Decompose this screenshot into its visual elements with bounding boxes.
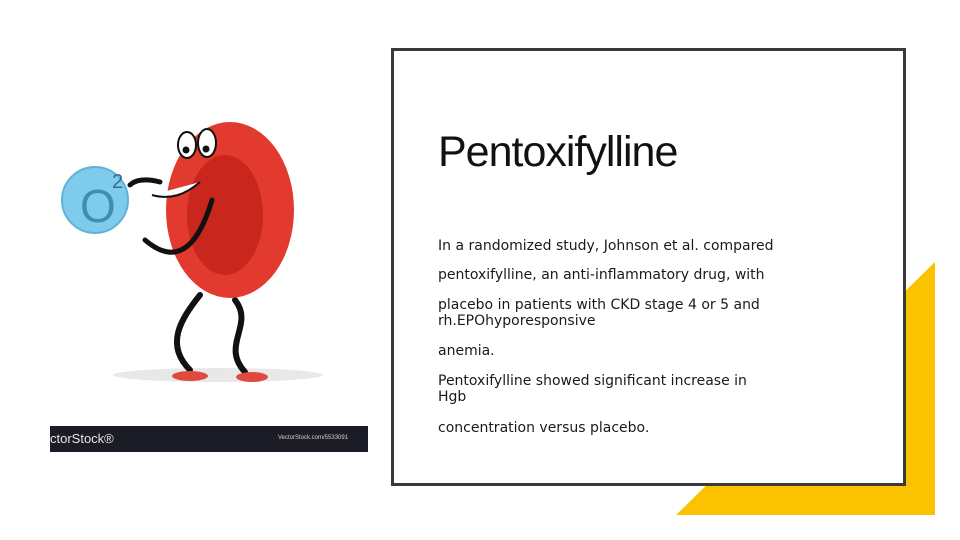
red-blood-cell-illustration — [50, 100, 370, 390]
left-pupil — [183, 147, 190, 154]
right-eye — [198, 129, 216, 157]
left-shoe — [172, 371, 208, 381]
paragraph-2: pentoxifylline, an anti-inflammatory drug, with — [438, 267, 765, 283]
slide-title: Pentoxifylline — [438, 128, 678, 176]
right-pupil — [203, 146, 210, 153]
right-leg — [235, 300, 245, 372]
watermark-brand: ctorStock® — [50, 431, 114, 446]
paragraph-3: placebo in patients with CKD stage 4 or 5 and rh.EPOhyporesponsive — [438, 297, 760, 329]
right-shoe — [236, 372, 268, 382]
left-leg — [177, 295, 200, 370]
stock-watermark-bar — [50, 426, 368, 452]
paragraph-1: In a randomized study, Johnson et al. compared — [438, 238, 774, 254]
watermark-url: VectorStock.com/5533091 — [278, 435, 349, 441]
back-arm — [130, 180, 160, 185]
paragraph-5: Pentoxifylline showed significant increase in Hgb — [438, 373, 747, 405]
oxygen-badge-superscript: 2 — [112, 171, 124, 193]
paragraph-4: anemia. — [438, 343, 495, 359]
blood-cell-dimple — [187, 155, 263, 275]
oxygen-badge-letter: O — [80, 180, 116, 232]
left-eye — [178, 132, 196, 158]
paragraph-6: concentration versus placebo. — [438, 420, 650, 436]
shadow — [113, 368, 323, 382]
